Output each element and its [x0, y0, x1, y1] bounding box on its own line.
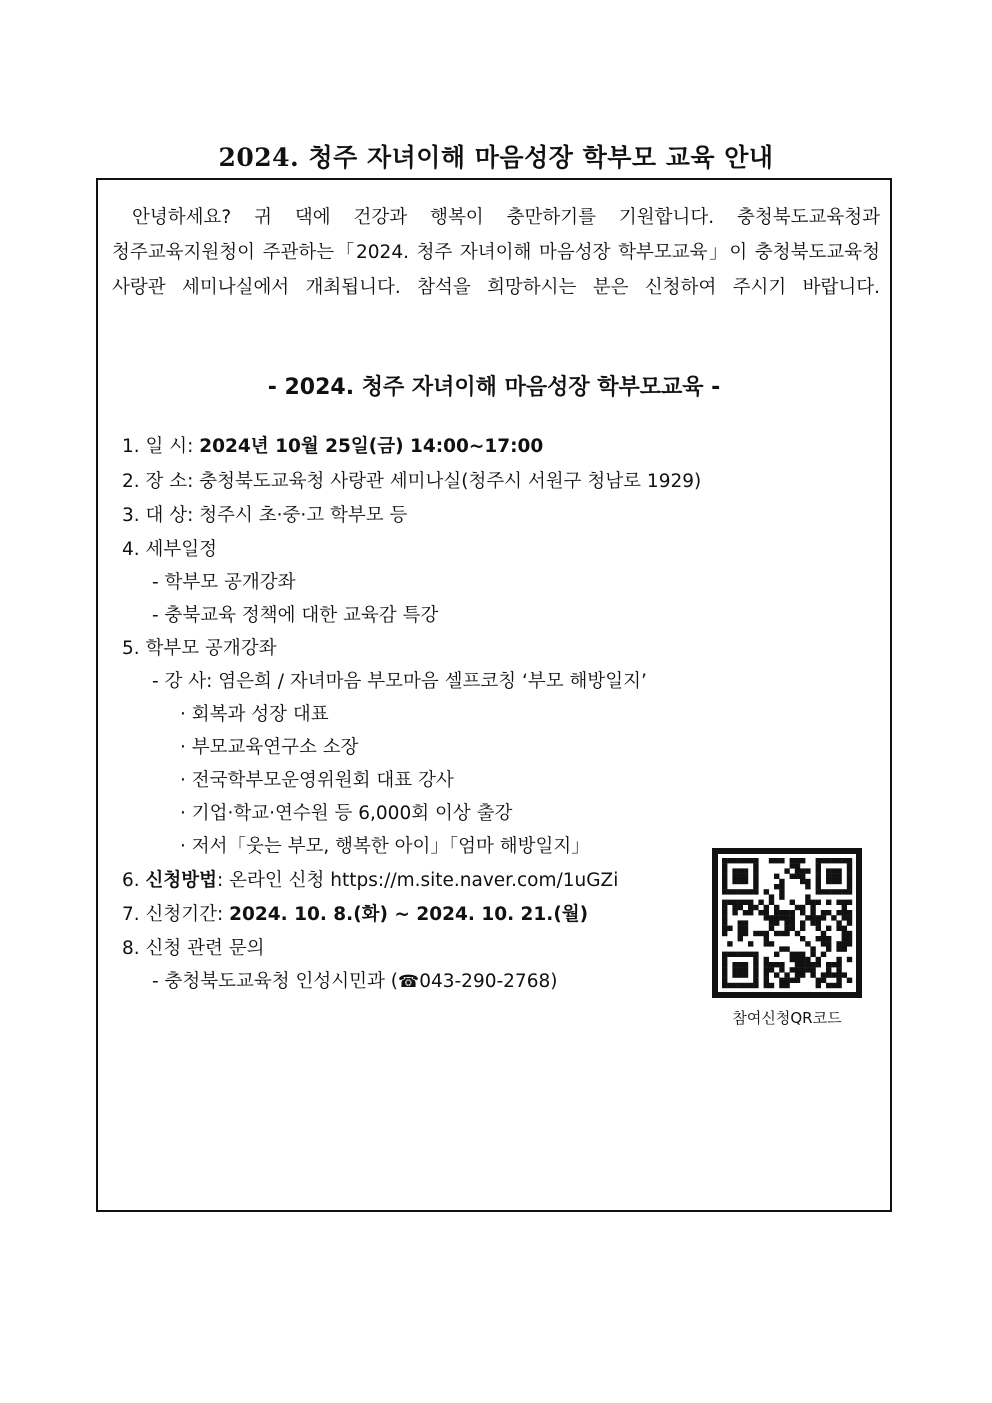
qr-code-icon[interactable]: [712, 848, 862, 998]
intro-line-1: 안녕하세요? 귀 댁에 건강과 행복이 충만하기를 기원합니다. 충청북도교육청과: [132, 207, 880, 228]
document-title: 2024. 청주 자녀이해 마음성장 학부모 교육 안내: [218, 143, 774, 172]
item-lecture: 5. 학부모 공개강좌: [122, 638, 277, 659]
apply-label: 신청방법: [145, 870, 218, 891]
inquiry-phone: 043-290-2768): [419, 971, 558, 992]
inquiry-contact: [152, 967, 557, 997]
item-date: [122, 432, 543, 462]
lecturer-line: - 강 사: 염은희 / 자녀마음 부모마음 셀프코칭 ‘부모 해방일지’: [152, 671, 647, 692]
content-frame: [96, 178, 892, 1212]
lecturer-profile-5: · 저서「웃는 부모, 행복한 아이」「엄마 해방일지」: [180, 836, 590, 857]
intro-line-3: 사랑관 세미나실에서 개최됩니다. 참석을 희망하시는 분은 신청하여 주시기 바랍니다.: [112, 277, 880, 298]
item-apply: [122, 866, 618, 896]
item-target: 3. 대 상: 청주시 초·중·고 학부모 등: [122, 505, 408, 526]
apply-number: 6.: [122, 870, 146, 891]
period-label: 7. 신청기간:: [122, 904, 230, 925]
item-schedule: 4. 세부일정: [122, 539, 218, 560]
date-value: 2024년 10월 25일(금) 14:00~17:00: [199, 436, 544, 457]
lecturer-profile-2: · 부모교육연구소 소장: [180, 737, 359, 758]
intro-paragraph: [112, 200, 880, 305]
inquiry-prefix: - 충청북도교육청 인성시민과 (: [152, 971, 398, 992]
schedule-item-1: - 학부모 공개강좌: [152, 572, 296, 593]
date-label: 1. 일 시:: [122, 436, 200, 457]
lecturer-profile-1: · 회복과 성장 대표: [180, 704, 329, 725]
period-value: 2024. 10. 8.(화) ~ 2024. 10. 21.(월): [229, 904, 589, 925]
qr-caption: 참여신청QR코드: [732, 1009, 842, 1027]
phone-icon: ☎: [398, 972, 420, 992]
intro-line-2: 청주교육지원청이 주관하는「2024. 청주 자녀이해 마음성장 학부모교육」이 충청북도교육청: [112, 242, 880, 263]
section-subtitle: - 2024. 청주 자녀이해 마음성장 학부모교육 -: [267, 375, 721, 400]
item-inquiry: 8. 신청 관련 문의: [122, 938, 265, 959]
schedule-item-2: - 충북교육 정책에 대한 교육감 특강: [152, 605, 439, 626]
lecturer-profile-4: · 기업·학교·연수원 등 6,000회 이상 출강: [180, 803, 513, 824]
lecturer-profile-3: · 전국학부모운영위원회 대표 강사: [180, 770, 454, 791]
item-period: [122, 900, 588, 930]
apply-value[interactable]: : 온라인 신청 https://m.site.naver.com/1uGZi: [217, 870, 619, 891]
item-place: 2. 장 소: 충청북도교육청 사랑관 세미나실(청주시 서원구 청남로 1929): [122, 471, 702, 492]
